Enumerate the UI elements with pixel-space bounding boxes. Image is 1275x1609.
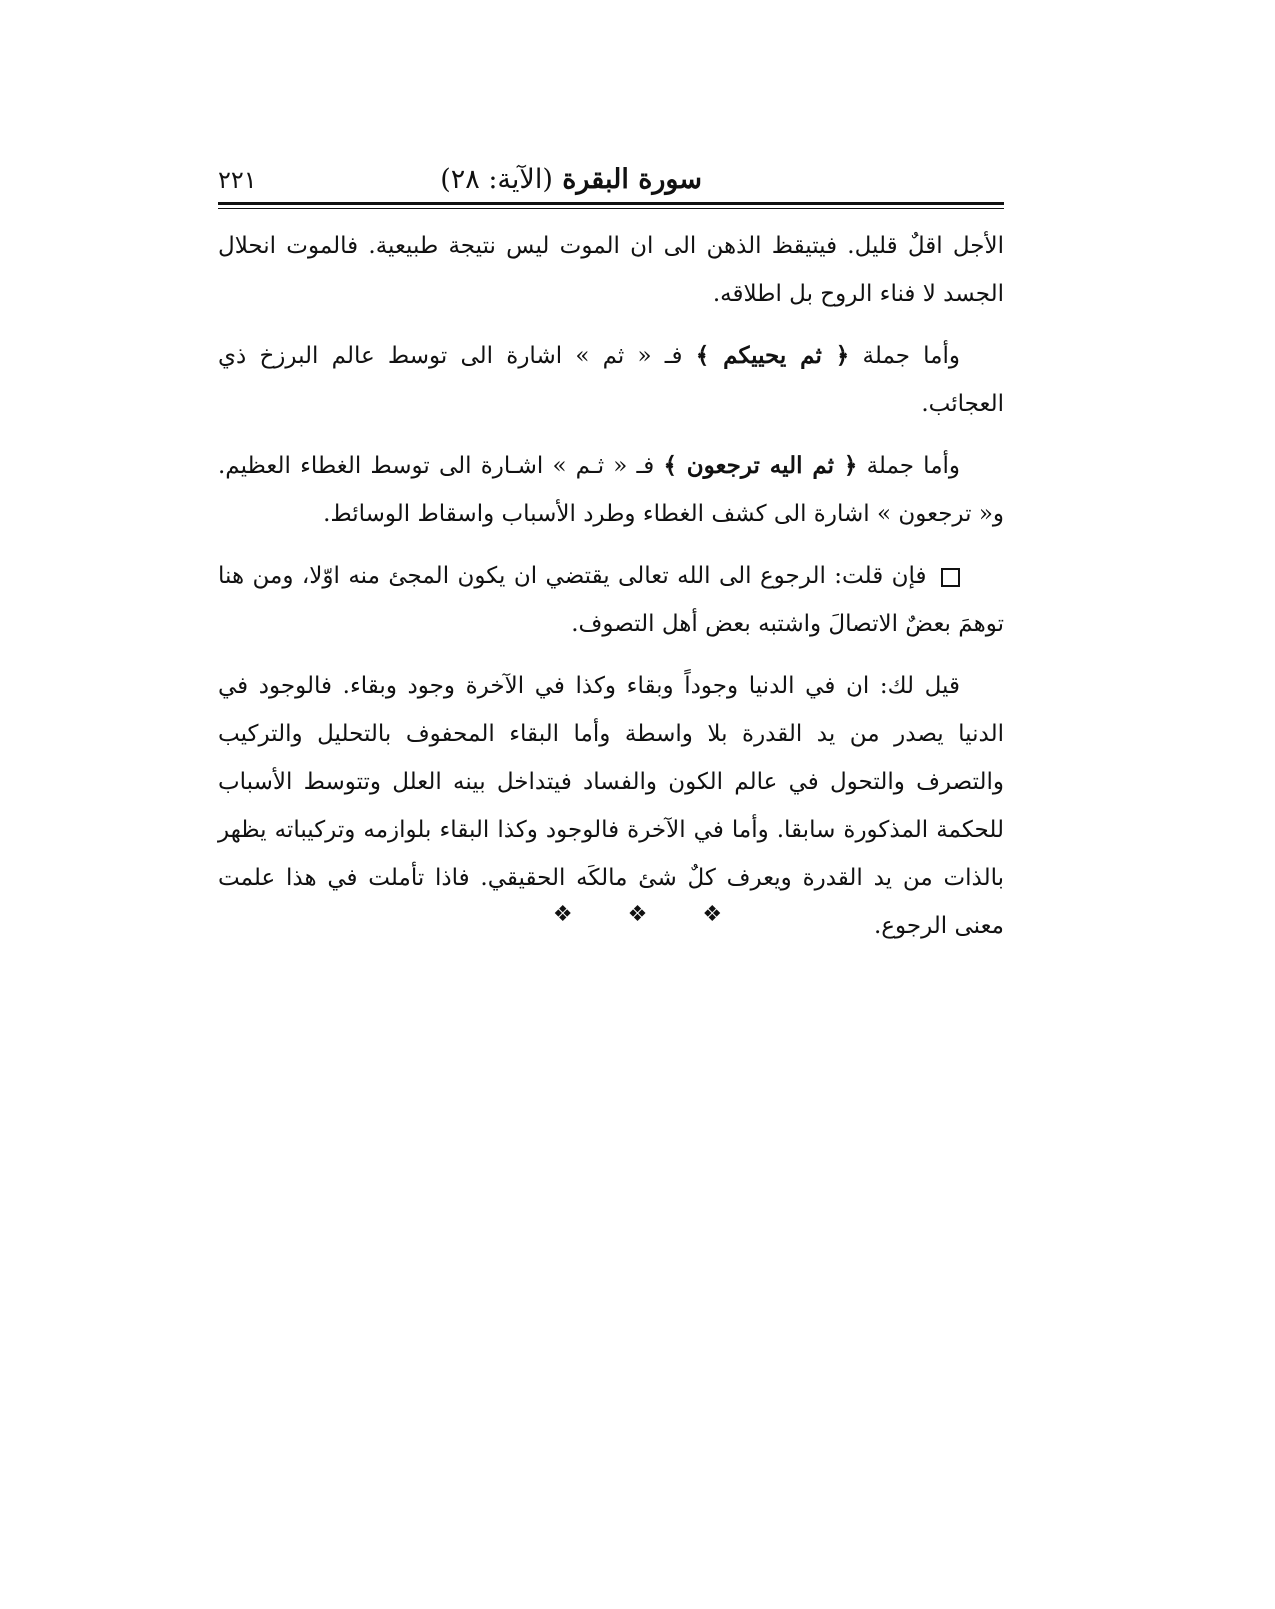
page-header — [218, 160, 1004, 200]
ornament-icon: ❖ — [552, 902, 573, 927]
paragraph-3-lead: وأما جملة — [866, 453, 961, 479]
page-number: ٢٢١ — [218, 166, 257, 194]
verse-reference: (الآية: ٢٨) — [440, 164, 553, 195]
quran-quote-2: ﴿ ثم اليه ترجعون ﴾ — [663, 452, 858, 479]
paragraph-1: الأجل اقلٌ قليل. فيتيقظ الذهن الى ان الموت ليس نتيجة طبيعية. فالموت انحلال الجسد لا فناء الروح بل اطلاقه. — [218, 233, 1004, 307]
paragraph-4-text: فإن قلت: الرجوع الى الله تعالى يقتضي ان يكون المجئ منه اوّلا، ومن هنا توهمَ بعضٌ الاتصالَ واشتبه بعض أهل التصوف. — [218, 563, 1004, 637]
paragraph-3 — [218, 442, 1004, 538]
body-text — [218, 222, 1004, 964]
paragraph-2-rest: فـ « ثم » اشارة الى توسط عالم البرزخ ذي العجائب. — [218, 343, 1004, 417]
paragraph-5-text: قيل لك: ان في الدنيا وجوداً وبقاء وكذا في الآخرة وجود وبقاء. فالوجود في الدنيا يصدر من يد القدرة بلا واسطة وأما البقاء المحفوف بالتحليل والتركيب والتصرف والتحول في عالم الكون والفساد فيتداخل بينه العلل وتتوسط الأسباب للحكمة المذكورة سابقا. وأما في الآخرة فالوجود وكذا البقاء بلوازمه وتركيباته يظهر بالذات من يد القدرة ويعرف كلٌ شئ مالكَه الحقيقي. فاذا تأملت في هذا علمت معنى الرجوع. — [218, 673, 1004, 939]
paragraph-3-rest: فـ « ثـم » اشـارة الى توسط الغطاء العظيم. و« ترجعون » اشارة الى كشف الغطاء وطرد الأسباب واسقاط الوسائط. — [218, 453, 1004, 527]
surah-title: سورة البقرة — [562, 164, 702, 195]
ornament-icon: ❖ — [702, 902, 723, 927]
paragraph-2 — [218, 332, 1004, 428]
header-rule-thick — [218, 202, 1004, 205]
running-title — [440, 160, 702, 200]
paragraph-2-lead: وأما جملة — [862, 343, 960, 369]
section-divider — [0, 902, 1275, 927]
ornament-icon: ❖ — [627, 902, 648, 927]
paragraph-4 — [218, 552, 1004, 648]
box-marker-icon — [941, 568, 960, 587]
quran-quote-1: ﴿ ثم يحييكم ﴾ — [695, 342, 850, 369]
header-rule-thin — [218, 208, 1004, 209]
